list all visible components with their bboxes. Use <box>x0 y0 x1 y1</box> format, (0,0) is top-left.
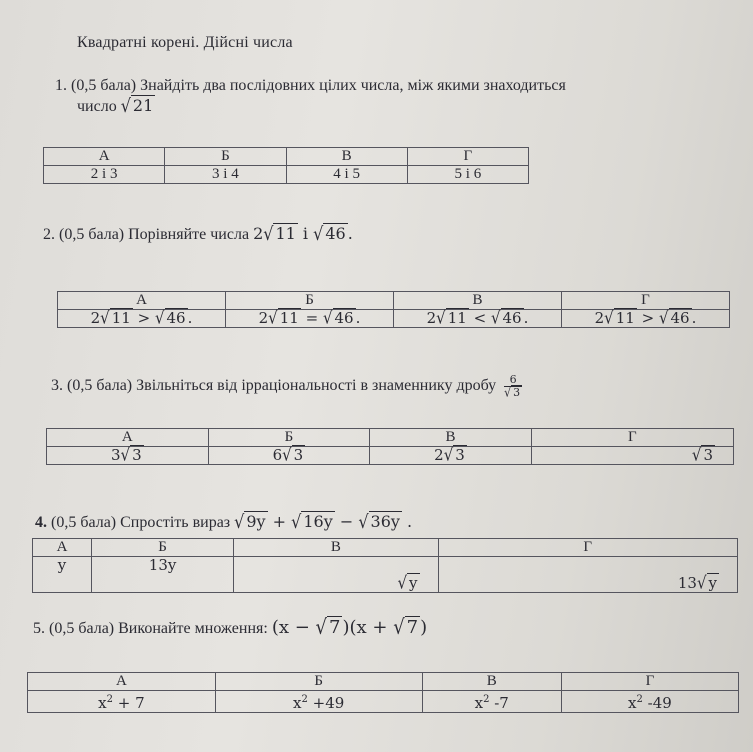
option-b-answer[interactable]: $x^2 +49$ <box>215 691 422 713</box>
fraction <box>504 374 522 399</box>
sqrt-21: √ 21 <box>120 94 154 117</box>
question-4-expression: √ 9y + √ 16y − √ 36y . <box>234 510 413 533</box>
option-d-answer[interactable]: 13√ y <box>438 557 737 593</box>
option-a-header[interactable]: А <box>33 539 92 557</box>
option-c-answer[interactable]: 2√ 3 <box>370 447 532 465</box>
option-c-header[interactable]: В <box>286 148 407 166</box>
table-header-row <box>44 148 529 166</box>
question-1-word: число <box>77 98 117 115</box>
table-row <box>28 691 739 713</box>
option-a-answer[interactable]: 2 і 3 <box>44 166 165 184</box>
answer-table-5 <box>27 672 739 713</box>
answer-table-3 <box>46 428 734 465</box>
answer-table-1 <box>43 147 529 184</box>
question-2 <box>43 224 353 245</box>
option-a-header[interactable]: А <box>47 429 209 447</box>
radicand: 21 <box>132 96 154 115</box>
option-d-header[interactable]: Г <box>561 673 738 691</box>
question-3 <box>51 374 522 399</box>
option-d-answer[interactable]: 2√ 11 > √ 46 . <box>562 310 730 328</box>
option-a-answer[interactable]: $x^2 + 7$ <box>28 691 216 713</box>
table-row <box>44 166 529 184</box>
worksheet-title: Квадратні корені. Дійсні числа <box>77 34 293 51</box>
answer-table-4 <box>32 538 738 593</box>
option-c-answer[interactable]: $x^2$ -7 <box>422 691 561 713</box>
option-c-header[interactable]: В <box>394 292 562 310</box>
option-d-header[interactable]: Г <box>531 429 733 447</box>
conjunction: і <box>302 224 309 243</box>
option-d-answer[interactable]: $x^2$ -49 <box>561 691 738 713</box>
answer-table-2 <box>57 291 730 328</box>
question-5-text: 5. (0,5 бала) Виконайте множення: <box>33 620 268 637</box>
question-3-text: 3. (0,5 бала) Звільніться від ірраціональності в знаменнику дробу <box>51 377 497 395</box>
radicand: 11 <box>275 224 296 243</box>
option-b-answer[interactable]: 6√ 3 <box>208 447 370 465</box>
question-1-text: 1. (0,5 бала) Знайдіть два послідовних цілих числа, між якими знаходиться <box>55 77 566 94</box>
option-b-header[interactable]: Б <box>91 539 233 557</box>
option-d-answer[interactable]: 5 і 6 <box>407 166 528 184</box>
table-row <box>47 447 734 465</box>
option-d-header[interactable]: Г <box>438 539 737 557</box>
option-a-header[interactable]: А <box>44 148 165 166</box>
radicand: 46 <box>325 224 346 243</box>
option-b-header[interactable]: Б <box>215 673 422 691</box>
table-row <box>58 310 730 328</box>
option-c-header[interactable]: В <box>370 429 532 447</box>
option-c-header[interactable]: В <box>422 673 561 691</box>
option-b-answer[interactable]: 13y <box>91 557 233 593</box>
question-1-continuation <box>55 96 705 117</box>
table-header-row <box>33 539 738 557</box>
option-a-header[interactable]: А <box>28 673 216 691</box>
option-b-answer[interactable]: 3 і 4 <box>165 166 286 184</box>
option-a-answer[interactable]: 3√ 3 <box>47 447 209 465</box>
option-a-answer[interactable]: 2√ 11 > √ 46 . <box>58 310 226 328</box>
option-b-header[interactable]: Б <box>226 292 394 310</box>
option-c-answer[interactable]: 2√ 11 < √ 46 . <box>394 310 562 328</box>
option-b-header[interactable]: Б <box>208 429 370 447</box>
option-d-header[interactable]: Г <box>407 148 528 166</box>
option-a-header[interactable]: А <box>58 292 226 310</box>
option-c-answer[interactable]: √ y <box>234 557 438 593</box>
option-d-header[interactable]: Г <box>562 292 730 310</box>
question-4-number: 4. <box>35 514 47 531</box>
denominator: √ 3 <box>504 384 521 400</box>
option-c-header[interactable]: В <box>234 539 438 557</box>
question-5-expression: (x − √ 7 )(x + √ 7 ) <box>271 615 428 640</box>
question-2-expression: 2√ 11 і √ 46 . <box>253 222 353 245</box>
question-4 <box>35 512 412 533</box>
option-b-answer[interactable]: 2√ 11 = √ 46 . <box>226 310 394 328</box>
coefficient: 2 <box>253 224 264 243</box>
option-a-answer[interactable]: y <box>33 557 92 593</box>
option-b-header[interactable]: Б <box>165 148 286 166</box>
table-header-row <box>47 429 734 447</box>
option-c-answer[interactable]: 4 і 5 <box>286 166 407 184</box>
question-5 <box>33 615 428 640</box>
question-2-text: 2. (0,5 бала) Порівняйте числа <box>43 226 250 243</box>
question-1 <box>55 76 705 117</box>
numerator: 6 <box>504 374 522 387</box>
table-row <box>33 557 738 593</box>
option-d-answer[interactable]: √ 3 <box>531 447 733 465</box>
table-header-row <box>28 673 739 691</box>
question-4-text: (0,5 бала) Спростіть вираз <box>51 514 231 531</box>
